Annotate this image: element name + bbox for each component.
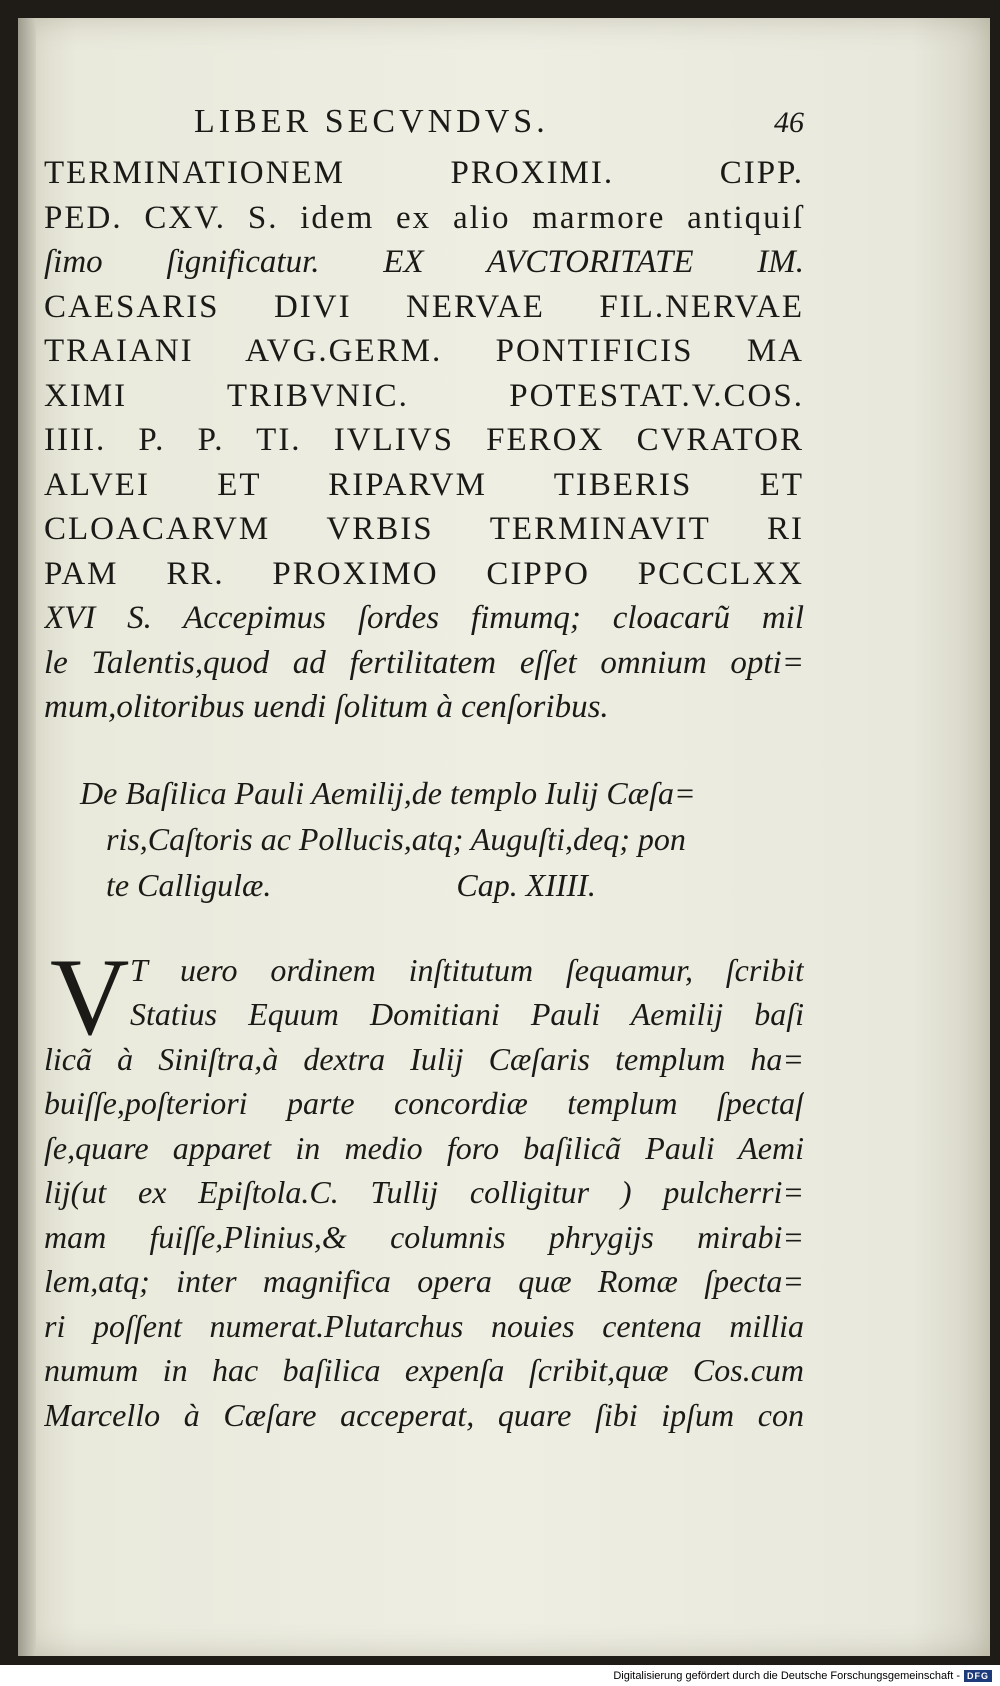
chapter-number: Cap. XIIII. — [456, 866, 596, 903]
chapter-heading — [44, 770, 804, 908]
drop-cap: V — [50, 935, 130, 1058]
text-line: Statius Equum Domitiani Pauli Aemilij baſi — [130, 996, 804, 1032]
text-line: mum,olitoribus uendi ſolitum à cenſoribus. — [44, 689, 609, 725]
text-line: IIII. P. P. TI. IVLIVS FEROX CVRATOR — [44, 422, 804, 458]
book-page — [18, 18, 990, 1656]
text-line: ALVEI ET RIPARVM TIBERIS ET — [44, 466, 804, 503]
text-line: T uero ordinem inſtitutum ſequamur, ſcribit — [130, 951, 804, 988]
running-head — [194, 103, 804, 151]
text-line: CAESARIS DIVI NERVAE FIL.NERVAE — [44, 288, 804, 325]
body-paragraph — [44, 935, 804, 1438]
text-line: TRAIANI AVG.GERM. PONTIFICIS MA — [44, 333, 804, 369]
digitization-footer — [0, 1665, 1000, 1686]
text-line: Marcello à Cæſare acceperat, quare ſibi ipſum con — [44, 1396, 804, 1433]
text-line: PAM RR. PROXIMO CIPPO PCCCLXX — [44, 555, 804, 592]
text-line: ſimo ſignificatur. EX AVCTORITATE IM. — [44, 244, 804, 280]
dfg-logo: DFG — [964, 1670, 992, 1682]
page-number: 46 — [774, 106, 804, 139]
heading-line-text: te Calligulæ. — [106, 866, 272, 903]
heading-line: ris,Caſtoris ac Pollucis,atq; Auguſti,deq; pon — [106, 820, 686, 857]
text-column — [44, 103, 804, 1437]
text-line: TERMINATIONEM PROXIMI. CIPP. — [44, 155, 804, 191]
text-line: numum in hac baſilica expenſa ſcribit,quæ Cos.cum — [44, 1352, 804, 1388]
text-line: mam fuiſſe,Plinius,& columnis phrygijs mirabi= — [44, 1218, 804, 1255]
text-line: lij(ut ex Epiſtola.C. Tullij colligitur ) pulcherri= — [44, 1174, 804, 1210]
text-line: lem,atq; inter magnifica opera quæ Romæ ſpecta= — [44, 1263, 804, 1299]
text-line: le Talentis,quod ad fertilitatem eſſet omnium opti= — [44, 644, 804, 681]
text-line: ri poſſent numerat.Plutarchus nouies centena millia — [44, 1307, 804, 1344]
text-line: PED. CXV. S. idem ex alio marmore antiquiſ — [44, 199, 804, 236]
text-line: XIMI TRIBVNIC. POTESTAT.V.COS. — [44, 377, 804, 414]
text-line: licã à Siniſtra,à dextra Iulij Cæſaris templum ha= — [44, 1040, 804, 1077]
text-line: buiſſe,poſteriori parte concordiæ templum ſpectaſ — [44, 1085, 804, 1121]
running-head-title: LIBER SECVNDVS. — [194, 103, 549, 140]
footer-text: Digitalisierung gefördert durch die Deutsche Forschungsgemeinschaft - — [613, 1669, 960, 1682]
text-line: CLOACARVM VRBIS TERMINAVIT RI — [44, 511, 804, 547]
page-gutter-edge — [18, 18, 36, 1656]
heading-line: De Baſilica Pauli Aemilij,de templo Iulij Cæſa= — [80, 774, 696, 811]
inscription-block — [44, 151, 804, 730]
heading-line — [44, 862, 804, 908]
text-line: XVI S. Accepimus ſordes fimumq; cloacarũ mil — [44, 600, 804, 636]
text-line: ſe,quare apparet in medio foro baſilicã Pauli Aemi — [44, 1129, 804, 1166]
